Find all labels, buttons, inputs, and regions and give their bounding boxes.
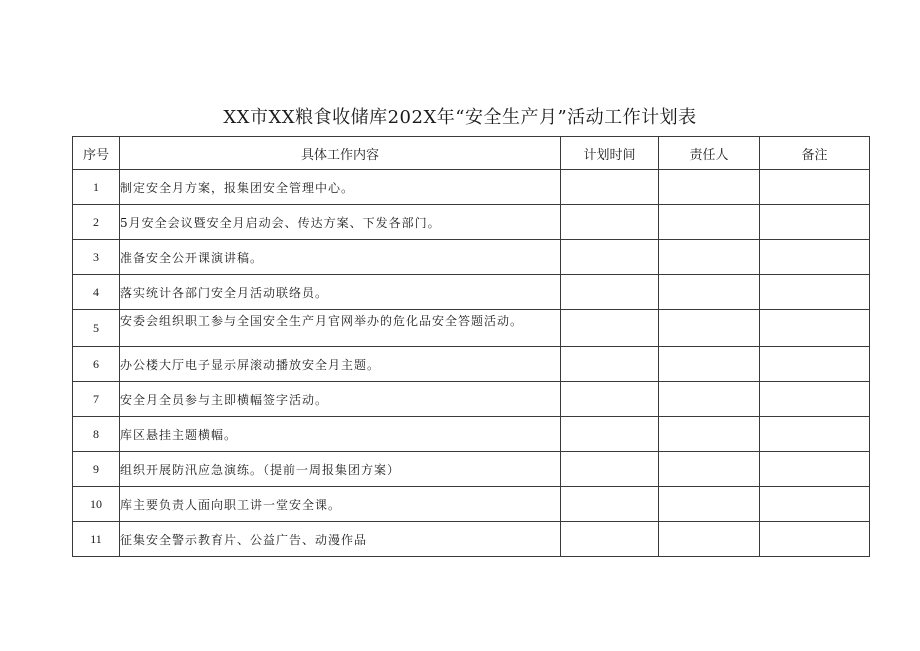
row-notes — [760, 310, 870, 347]
row-notes — [760, 275, 870, 310]
row-task: 办公楼大厅电子显示屏滚动播放安全月主题。 — [120, 347, 561, 382]
row-responsible — [659, 310, 760, 347]
row-number: 3 — [73, 240, 120, 275]
row-time — [561, 452, 659, 487]
row-responsible — [659, 347, 760, 382]
row-responsible — [659, 205, 760, 240]
row-number: 5 — [73, 310, 120, 347]
table-row — [73, 310, 870, 347]
row-number: 8 — [73, 417, 120, 452]
row-number: 1 — [73, 170, 120, 205]
row-number: 2 — [73, 205, 120, 240]
row-responsible — [659, 275, 760, 310]
table-row — [73, 487, 870, 522]
table-row — [73, 205, 870, 240]
row-number: 7 — [73, 382, 120, 417]
header-task: 具体工作内容 — [120, 137, 561, 170]
row-number: 10 — [73, 487, 120, 522]
row-number: 4 — [73, 275, 120, 310]
table-row — [73, 382, 870, 417]
table-row — [73, 452, 870, 487]
row-responsible — [659, 452, 760, 487]
row-time — [561, 205, 659, 240]
row-time — [561, 275, 659, 310]
row-time — [561, 240, 659, 275]
row-notes — [760, 417, 870, 452]
row-task: 组织开展防汛应急演练。（提前一周报集团方案） — [120, 452, 561, 487]
row-responsible — [659, 240, 760, 275]
row-notes — [760, 452, 870, 487]
row-responsible — [659, 522, 760, 557]
row-time — [561, 382, 659, 417]
document-title: XX市XX粮食收储库202X年“安全生产月”活动工作计划表 — [223, 107, 697, 128]
header-time: 计划时间 — [561, 137, 659, 170]
row-responsible — [659, 487, 760, 522]
row-number: 6 — [73, 347, 120, 382]
row-notes — [760, 240, 870, 275]
table-row — [73, 240, 870, 275]
row-number: 9 — [73, 452, 120, 487]
row-task: 安委会组织职工参与全国安全生产月官网举办的危化品安全答题活动。 — [120, 310, 561, 347]
table-row — [73, 170, 870, 205]
row-task: 制定安全月方案，报集团安全管理中心。 — [120, 170, 561, 205]
row-task: 库主要负责人面向职工讲一堂安全课。 — [120, 487, 561, 522]
row-time — [561, 310, 659, 347]
header-responsible: 责任人 — [659, 137, 760, 170]
row-time — [561, 170, 659, 205]
row-responsible — [659, 382, 760, 417]
header-no: 序号 — [73, 137, 120, 170]
row-responsible — [659, 170, 760, 205]
row-task: 落实统计各部门安全月活动联络员。 — [120, 275, 561, 310]
row-notes — [760, 522, 870, 557]
row-notes — [760, 347, 870, 382]
row-notes — [760, 382, 870, 417]
table-header-row — [73, 137, 870, 170]
row-time — [561, 487, 659, 522]
row-time — [561, 522, 659, 557]
row-notes — [760, 487, 870, 522]
row-task: 准备安全公开课演讲稿。 — [120, 240, 561, 275]
table-row — [73, 417, 870, 452]
row-number: 11 — [73, 522, 120, 557]
header-notes: 备注 — [760, 137, 870, 170]
table-row — [73, 347, 870, 382]
plan-table — [72, 136, 870, 557]
row-task: 库区悬挂主题横幅。 — [120, 417, 561, 452]
table-row — [73, 275, 870, 310]
row-task: 安全月全员参与主即横幅签字活动。 — [120, 382, 561, 417]
row-task: 5月安全会议暨安全月启动会、传达方案、下发各部门。 — [120, 205, 561, 240]
row-notes — [760, 170, 870, 205]
row-time — [561, 417, 659, 452]
row-notes — [760, 205, 870, 240]
row-task: 征集安全警示教育片、公益广告、动漫作品 — [120, 522, 561, 557]
row-time — [561, 347, 659, 382]
row-responsible — [659, 417, 760, 452]
table-row — [73, 522, 870, 557]
